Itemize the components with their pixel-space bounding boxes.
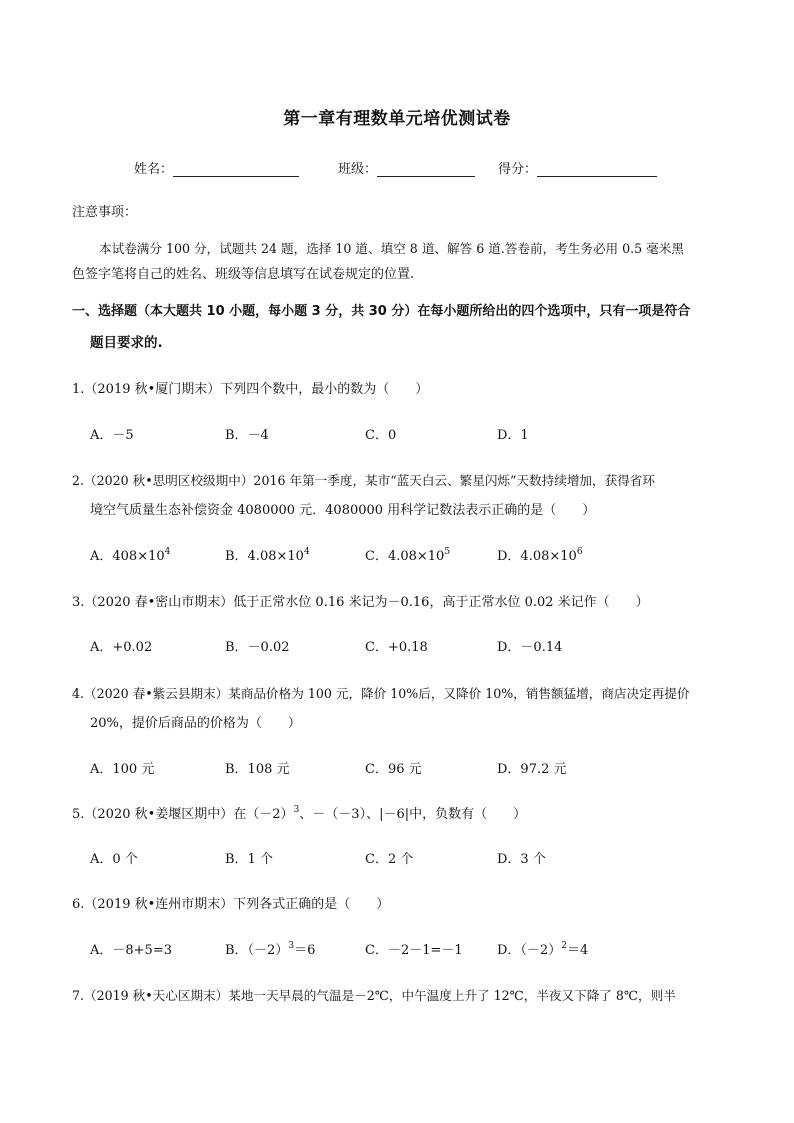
notice-heading: 注意事项： (72, 205, 138, 220)
question-2-line-2: 境空气质量生态补偿资金 4080000 元．4080000 用科学记数法表示正确的是（ ） (90, 503, 596, 518)
option-c-base: C．4.08×10 (365, 549, 445, 564)
option-b[interactable] (225, 940, 315, 962)
option-b-post: ＝6 (294, 943, 316, 958)
option-a-base: A．408×10 (90, 549, 165, 564)
option-d[interactable]: D．－0.14 (497, 640, 563, 655)
score-field[interactable] (498, 158, 657, 177)
section-heading-line-2: 题目要求的. (90, 335, 163, 351)
option-a[interactable]: A．－8+5=3 (90, 943, 172, 958)
option-b[interactable]: B．－0.02 (225, 640, 290, 655)
question-1: 1.（2019 秋•厦门期末）下列四个数中，最小的数为（ ） (72, 382, 429, 397)
question-3-options (90, 637, 730, 659)
student-info-row (134, 158, 694, 180)
option-b-exponent: 3 (288, 941, 295, 951)
score-blank[interactable] (537, 162, 657, 177)
question-5-post: 、－（－3）、|－6|中，负数有（ ） (299, 807, 527, 822)
question-4-line-1: 4.（2020 春•紫云县期末）某商品价格为 100 元，降价 10%后，又降价 10%，销售额猛增，商店决定再提价 (72, 686, 690, 701)
option-a[interactable]: A．0 个 (90, 852, 138, 867)
option-c[interactable]: C．－2－1=－1 (365, 943, 463, 958)
name-label: 姓名： (134, 162, 174, 177)
question-3: 3.（2020 春•密山市期末）低于正常水位 0.16 米记为－0.16，高于正常水位 0.02 米记作（ ） (72, 595, 649, 610)
option-a-exponent: 4 (164, 547, 171, 557)
option-d[interactable]: D．97.2 元 (497, 762, 567, 777)
option-d-exponent: 2 (561, 941, 567, 951)
option-a[interactable]: A．－5 (90, 428, 134, 443)
option-b-pre: B．（－2） (225, 943, 289, 958)
option-b[interactable]: B．108 元 (225, 762, 290, 777)
class-blank[interactable] (377, 162, 475, 177)
option-b-exponent: 4 (303, 547, 310, 557)
question-4-options (90, 759, 730, 781)
option-c[interactable]: C．0 (365, 428, 397, 443)
question-5-options (90, 849, 730, 871)
score-label: 得分： (498, 162, 538, 177)
question-5-exponent: 3 (293, 805, 300, 815)
option-c[interactable]: C．+0.18 (365, 640, 428, 655)
notice-line-2: 色签字笔将自己的姓名、班级等信息填写在试卷规定的位置. (72, 267, 415, 282)
option-c[interactable] (365, 546, 450, 568)
option-a[interactable]: A．+0.02 (90, 640, 153, 655)
question-6-options (90, 940, 730, 962)
question-2-options (90, 546, 730, 568)
page-title: 第一章有理数单元培优测试卷 (283, 109, 511, 129)
option-c[interactable]: C．2 个 (365, 852, 414, 867)
name-blank[interactable] (173, 162, 299, 177)
question-4-line-2: 20%，提价后商品的价格为（ ） (90, 716, 301, 731)
notice-line-1: 本试卷满分 100 分，试题共 24 题，选择 10 道、填空 8 道、解答 6 道.答卷前，考生务必用 0.5 毫米黑 (99, 241, 684, 256)
option-d-pre: D．（－2） (497, 943, 562, 958)
option-b-base: B．4.08×10 (225, 549, 304, 564)
option-b[interactable] (225, 546, 310, 568)
class-label: 班级： (338, 162, 378, 177)
option-d-post: ＝4 (566, 943, 589, 958)
option-a[interactable]: A．100 元 (90, 762, 155, 777)
option-c-exponent: 5 (444, 547, 451, 557)
question-7-line-1: 7.（2019 秋•天心区期末）某地一天早晨的气温是－2℃，中午温度上升了 12℃，半夜又下降了 8℃，则半 (72, 988, 676, 1003)
option-d[interactable]: D．3 个 (497, 852, 546, 867)
option-b[interactable]: B．－4 (225, 428, 269, 443)
option-d[interactable] (497, 546, 583, 568)
option-b[interactable]: B．1 个 (225, 852, 273, 867)
option-d[interactable]: D．1 (497, 428, 529, 443)
option-a[interactable] (90, 546, 170, 568)
section-heading-line-1: 一、选择题（本大题共 10 小题，每小题 3 分，共 30 分）在每小题所给出的四个选项中，只有一项是符合 (72, 304, 691, 319)
question-2-line-1: 2.（2020 秋•思明区校级期中）2016 年第一季度，某市“蓝天白云、繁星闪烁”天数持续增加，获得省环 (72, 473, 655, 488)
question-1-options (90, 425, 730, 447)
question-5-pre: 5.（2020 秋•姜堰区期中）在（－2） (72, 807, 294, 822)
class-field[interactable] (338, 158, 475, 177)
option-d-base: D．4.08×10 (497, 549, 577, 564)
question-6: 6.（2019 秋•连州市期末）下列各式正确的是（ ） (72, 897, 390, 912)
question-5 (72, 804, 526, 826)
option-d-exponent: 6 (576, 547, 583, 557)
option-d[interactable] (497, 940, 588, 962)
option-c[interactable]: C．96 元 (365, 762, 422, 777)
name-field[interactable] (134, 158, 299, 177)
